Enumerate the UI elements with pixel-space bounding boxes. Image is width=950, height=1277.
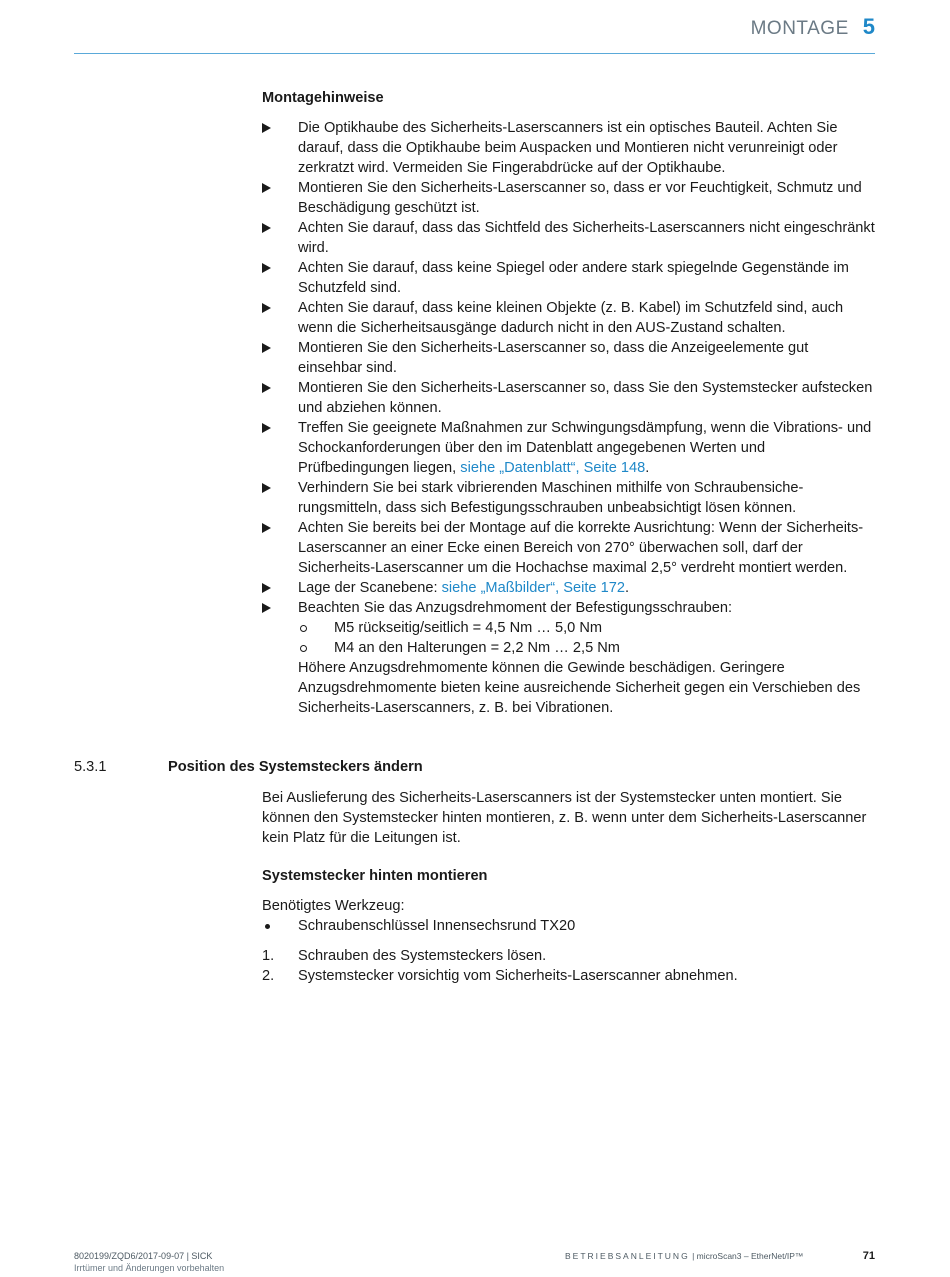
mounting-heading: Montagehinweise (262, 90, 384, 106)
page-header (751, 14, 875, 40)
tools-label: Benötigtes Werkzeug: (262, 898, 405, 914)
instruction-item: Beachten Sie das Anzugsdrehmoment der Befestigungsschrauben: M5 rückseitig/seitlich = 4,5 Nm … 5,0 Nm M4 an den Halterungen = 2,2 Nm … 2,5 Nm Höhere Anzugsdrehmomente können die Gewinde beschädigen. Geringere Anzugsdrehmomente bieten keine ausreichende Sicherheit gegen ein Verschieben des Sicherheits-Laserscanners, z. B. bei Vibrationen. (262, 598, 875, 718)
procedure-steps (262, 946, 875, 986)
circle-bullet-icon (300, 645, 307, 652)
arrow-bullet-icon (262, 263, 271, 273)
instruction-item: Montieren Sie den Sicherheits-Laserscanner so, dass die Anzeigeelemente gut einsehbar sind. (262, 338, 875, 378)
instruction-item: Montieren Sie den Sicherheits-Laserscanner so, dass Sie den Systemstecker aufstecken und abziehen können. (262, 378, 875, 418)
instruction-item: Lage der Scanebene: siehe „Maßbilder“, Seite 172. (262, 578, 875, 598)
datasheet-link[interactable]: siehe „Datenblatt“, Seite 148 (460, 460, 646, 476)
instruction-item: Treffen Sie geeignete Maßnahmen zur Schwingungsdämpfung, wenn die Vibrations- und Schockanforderungen über den im Datenblatt angegebenen Werten und Prüfbedingungen liegen, siehe „Datenblatt“, Seite 148. (262, 418, 875, 478)
procedure-heading: Systemstecker hinten montieren (262, 868, 488, 884)
arrow-bullet-icon (262, 183, 271, 193)
tools-list (262, 916, 875, 936)
document-id: 8020199/ZQD6/2017-09-07 | SICK (74, 1251, 213, 1261)
instruction-item: Die Optikhaube des Sicherheits-Laserscanners ist ein optisches Bauteil. Achten Sie darauf, dass die Optikhaube beim Auspacken und Montieren nicht verunreinigt oder zerkratzt wird. Vermeiden Sie Fingerabdrücke auf der Optikhaube. (262, 118, 875, 178)
arrow-bullet-icon (262, 423, 271, 433)
chapter-title: MONTAGE (750, 18, 849, 39)
arrow-bullet-icon (262, 583, 271, 593)
section-body (262, 788, 875, 986)
section-title: Position des Systemsteckers ändern (168, 759, 423, 775)
section-number: 5.3.1 (74, 759, 107, 775)
footer-manual-title (565, 1251, 803, 1261)
torque-item: M5 rückseitig/seitlich = 4,5 Nm … 5,0 Nm (298, 618, 875, 638)
header-divider (74, 53, 875, 54)
footer-document-info (74, 1250, 224, 1274)
torque-item: M4 an den Halterungen = 2,2 Nm … 2,5 Nm (298, 638, 875, 658)
product-name: | microScan3 – EtherNet/IP™ (692, 1251, 804, 1261)
instruction-item: Achten Sie darauf, dass das Sichtfeld des Sicherheits-Laserscanners nicht eingeschränkt wird. (262, 218, 875, 258)
arrow-bullet-icon (262, 223, 271, 233)
circle-bullet-icon (300, 625, 307, 632)
torque-note: Höhere Anzugsdrehmomente können die Gewinde beschädigen. Geringere Anzugsdrehmomente bieten keine ausreichende Sicherheit gegen ein Verschieben des Sicherheits-Laserscanners, z. B. bei Vibrationen. (298, 660, 861, 716)
arrow-bullet-icon (262, 483, 271, 493)
instruction-item: Montieren Sie den Sicherheits-Laserscanner so, dass er vor Feuchtigkeit, Schmutz und Beschädigung geschützt ist. (262, 178, 875, 218)
arrow-bullet-icon (262, 123, 271, 133)
arrow-bullet-icon (262, 303, 271, 313)
bullet-dot-icon (265, 924, 270, 929)
chapter-number: 5 (862, 14, 875, 39)
mounting-notes (262, 88, 875, 718)
instruction-item: Achten Sie darauf, dass keine kleinen Objekte (z. B. Kabel) im Schutzfeld sind, auch wenn die Sicherheitsausgänge dadurch nicht in den AUS-Zustand schalten. (262, 298, 875, 338)
page-number: 71 (862, 1250, 875, 1262)
tool-item: Schraubenschlüssel Innensechsrund TX20 (262, 916, 875, 936)
arrow-bullet-icon (262, 343, 271, 353)
disclaimer: Irrtümer und Änderungen vorbehalten (74, 1263, 225, 1273)
mounting-instruction-list (262, 118, 875, 718)
instruction-item: Achten Sie darauf, dass keine Spiegel oder andere stark spiegelnde Gegenstände im Schutzfeld sind. (262, 258, 875, 298)
torque-list (298, 618, 875, 658)
section-intro: Bei Auslieferung des Sicherheits-Laserscanners ist der Systemstecker unten montiert. Sie können den Systemstecker hinten montieren, z. B. wenn unter dem Sicherheits-Laserscanner kein Platz für die Leitungen ist. (262, 790, 867, 846)
dimension-drawings-link[interactable]: siehe „Maßbilder“, Seite 172 (441, 580, 625, 596)
instruction-item: Verhindern Sie bei stark vibrierenden Maschinen mithilfe von Schraubensicherungsmitteln, dass sich Befestigungsschrauben unbeabsichtigt lösen können. (262, 478, 875, 518)
procedure-step: 1. Schrauben des Systemsteckers lösen. (262, 948, 547, 964)
procedure-step: 2. Systemstecker vorsichtig vom Sicherheits-Laserscanner abnehmen. (262, 968, 738, 984)
arrow-bullet-icon (262, 603, 271, 613)
arrow-bullet-icon (262, 523, 271, 533)
arrow-bullet-icon (262, 383, 271, 393)
manual-label: BETRIEBSANLEITUNG (565, 1251, 690, 1261)
instruction-item: Achten Sie bereits bei der Montage auf die korrekte Ausrichtung: Wenn der Sicherheits-Laserscanner an einer Ecke einen Bereich von 270° überwachen soll, darf der Sicherheits-Laserscanner um die Hochachse maximal 2,5° verdreht montiert werden. (262, 518, 875, 578)
